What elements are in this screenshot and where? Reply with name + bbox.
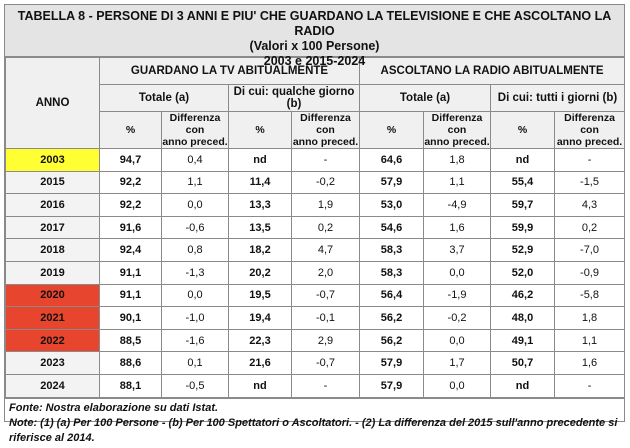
diff-cell: -1,5 (555, 171, 625, 194)
value-cell: 56,2 (360, 329, 424, 352)
diff-cell: -0,5 (162, 374, 229, 397)
diff-cell: 1,6 (424, 216, 491, 239)
value-cell: 53,0 (360, 194, 424, 217)
subheader-pct: % (100, 112, 162, 149)
header-tv-group: GUARDANO LA TV ABITUALMENTE (100, 58, 360, 85)
subheader-diff-line1: Differenza con (431, 112, 483, 136)
diff-cell: 3,7 (424, 239, 491, 262)
value-cell: 58,3 (360, 239, 424, 262)
value-cell: 50,7 (491, 352, 555, 375)
value-cell: 48,0 (491, 307, 555, 330)
value-cell: 59,9 (491, 216, 555, 239)
value-cell: 59,7 (491, 194, 555, 217)
diff-cell: 0,0 (424, 329, 491, 352)
year-cell: 2024 (6, 374, 100, 397)
table-row (6, 329, 625, 352)
value-cell: nd (229, 374, 292, 397)
footnote: Note: (1) (a) Per 100 Persone - (b) Per 100 Spettatori o Ascoltatori. - (2) La differenza del 2015 sull'anno precedente si riferisce al 2014. (9, 416, 618, 444)
value-cell: 57,9 (360, 374, 424, 397)
value-cell: 57,9 (360, 352, 424, 375)
diff-cell: - (555, 149, 625, 172)
year-cell: 2015 (6, 171, 100, 194)
diff-cell: -4,9 (424, 194, 491, 217)
value-cell: 52,0 (491, 261, 555, 284)
year-cell: 2017 (6, 216, 100, 239)
table-row (6, 374, 625, 397)
value-cell: 56,4 (360, 284, 424, 307)
diff-cell: 0,2 (555, 216, 625, 239)
table-title (5, 5, 624, 68)
diff-cell: 0,0 (162, 194, 229, 217)
diff-cell: -1,3 (162, 261, 229, 284)
value-cell: 18,2 (229, 239, 292, 262)
diff-cell: 1,1 (162, 171, 229, 194)
diff-cell: - (292, 149, 360, 172)
diff-cell: 1,6 (555, 352, 625, 375)
value-cell: 92,2 (100, 171, 162, 194)
year-cell: 2022 (6, 329, 100, 352)
data-table (5, 57, 625, 398)
diff-cell: -0,1 (292, 307, 360, 330)
diff-cell: -1,6 (162, 329, 229, 352)
value-cell: nd (491, 374, 555, 397)
diff-cell: -1,0 (162, 307, 229, 330)
diff-cell: 1,1 (424, 171, 491, 194)
value-cell: 94,7 (100, 149, 162, 172)
table-row (6, 284, 625, 307)
value-cell: 13,3 (229, 194, 292, 217)
diff-cell: 0,8 (162, 239, 229, 262)
subheader-diff (292, 112, 360, 149)
year-cell: 2023 (6, 352, 100, 375)
subheader-diff-line1: Differenza con (564, 112, 615, 136)
value-cell: 54,6 (360, 216, 424, 239)
value-cell: 57,9 (360, 171, 424, 194)
year-cell: 2018 (6, 239, 100, 262)
diff-cell: -0,7 (292, 284, 360, 307)
subheader-diff-line2: anno preced. (292, 136, 359, 148)
year-cell: 2016 (6, 194, 100, 217)
diff-cell: - (555, 374, 625, 397)
source-note: Fonte: Nostra elaborazione su dati Istat. (9, 401, 219, 414)
title-line-3: 2003 e 2015-2024 (263, 54, 366, 68)
diff-cell: 1,9 (292, 194, 360, 217)
value-cell: 64,6 (360, 149, 424, 172)
table-row (6, 171, 625, 194)
subheader-diff (424, 112, 491, 149)
value-cell: 56,2 (360, 307, 424, 330)
subheader-diff-line2: anno preced. (556, 136, 623, 148)
table-notes (5, 398, 624, 448)
value-cell: 19,4 (229, 307, 292, 330)
subheader-diff (555, 112, 625, 149)
subheader-diff-line2: anno preced. (162, 136, 228, 148)
diff-cell: 2,9 (292, 329, 360, 352)
header-tv-totale: Totale (a) (100, 85, 229, 112)
subheader-pct: % (491, 112, 555, 149)
diff-cell: -1,9 (424, 284, 491, 307)
diff-cell: 0,1 (162, 352, 229, 375)
value-cell: nd (491, 149, 555, 172)
diff-cell: -0,6 (162, 216, 229, 239)
table-frame (4, 4, 625, 444)
table-row (6, 261, 625, 284)
header-anno: ANNO (6, 58, 100, 149)
value-cell: 49,1 (491, 329, 555, 352)
year-cell: 2003 (6, 149, 100, 172)
value-cell: 46,2 (491, 284, 555, 307)
subheader-diff-line1: Differenza con (300, 112, 351, 136)
value-cell: 58,3 (360, 261, 424, 284)
table-row (6, 352, 625, 375)
table-row (6, 216, 625, 239)
header-radio-dicui: Di cui: tutti i giorni (b) (491, 85, 625, 112)
year-cell: 2019 (6, 261, 100, 284)
subheader-diff-line2: anno preced. (424, 136, 490, 148)
diff-cell: - (292, 374, 360, 397)
value-cell: 11,4 (229, 171, 292, 194)
diff-cell: 1,1 (555, 329, 625, 352)
diff-cell: 0,2 (292, 216, 360, 239)
year-cell: 2021 (6, 307, 100, 330)
value-cell: 91,6 (100, 216, 162, 239)
value-cell: 91,1 (100, 284, 162, 307)
diff-cell: -0,2 (292, 171, 360, 194)
diff-cell: 0,0 (424, 374, 491, 397)
value-cell: 19,5 (229, 284, 292, 307)
value-cell: 91,1 (100, 261, 162, 284)
diff-cell: -7,0 (555, 239, 625, 262)
value-cell: 90,1 (100, 307, 162, 330)
table-row (6, 194, 625, 217)
diff-cell: 0,0 (162, 284, 229, 307)
value-cell: 88,6 (100, 352, 162, 375)
table-row (6, 307, 625, 330)
title-line-1: TABELLA 8 - PERSONE DI 3 ANNI E PIU' CHE GUARDANO LA TELEVISIONE E CHE ASCOLTANO LA RADIO (17, 9, 612, 38)
diff-cell: 1,7 (424, 352, 491, 375)
table-row (6, 239, 625, 262)
diff-cell: -0,9 (555, 261, 625, 284)
diff-cell: 0,4 (162, 149, 229, 172)
value-cell: 55,4 (491, 171, 555, 194)
value-cell: 21,6 (229, 352, 292, 375)
diff-cell: -0,2 (424, 307, 491, 330)
value-cell: 88,1 (100, 374, 162, 397)
title-line-2: (Valori x 100 Persone) (249, 39, 380, 53)
table-row (6, 149, 625, 172)
header-radio-group: ASCOLTANO LA RADIO ABITUALMENTE (360, 58, 625, 85)
diff-cell: 4,7 (292, 239, 360, 262)
value-cell: 88,5 (100, 329, 162, 352)
subheader-diff-line1: Differenza con (169, 112, 221, 136)
value-cell: nd (229, 149, 292, 172)
subheader-pct: % (229, 112, 292, 149)
value-cell: 22,3 (229, 329, 292, 352)
value-cell: 20,2 (229, 261, 292, 284)
value-cell: 92,4 (100, 239, 162, 262)
value-cell: 92,2 (100, 194, 162, 217)
header-tv-dicui: Di cui: qualche giorno (b) (229, 85, 360, 112)
subheader-pct: % (360, 112, 424, 149)
diff-cell: -0,7 (292, 352, 360, 375)
value-cell: 52,9 (491, 239, 555, 262)
diff-cell: 0,0 (424, 261, 491, 284)
year-cell: 2020 (6, 284, 100, 307)
diff-cell: 1,8 (555, 307, 625, 330)
diff-cell: -5,8 (555, 284, 625, 307)
diff-cell: 2,0 (292, 261, 360, 284)
subheader-diff (162, 112, 229, 149)
value-cell: 13,5 (229, 216, 292, 239)
diff-cell: 1,8 (424, 149, 491, 172)
diff-cell: 4,3 (555, 194, 625, 217)
header-radio-totale: Totale (a) (360, 85, 491, 112)
